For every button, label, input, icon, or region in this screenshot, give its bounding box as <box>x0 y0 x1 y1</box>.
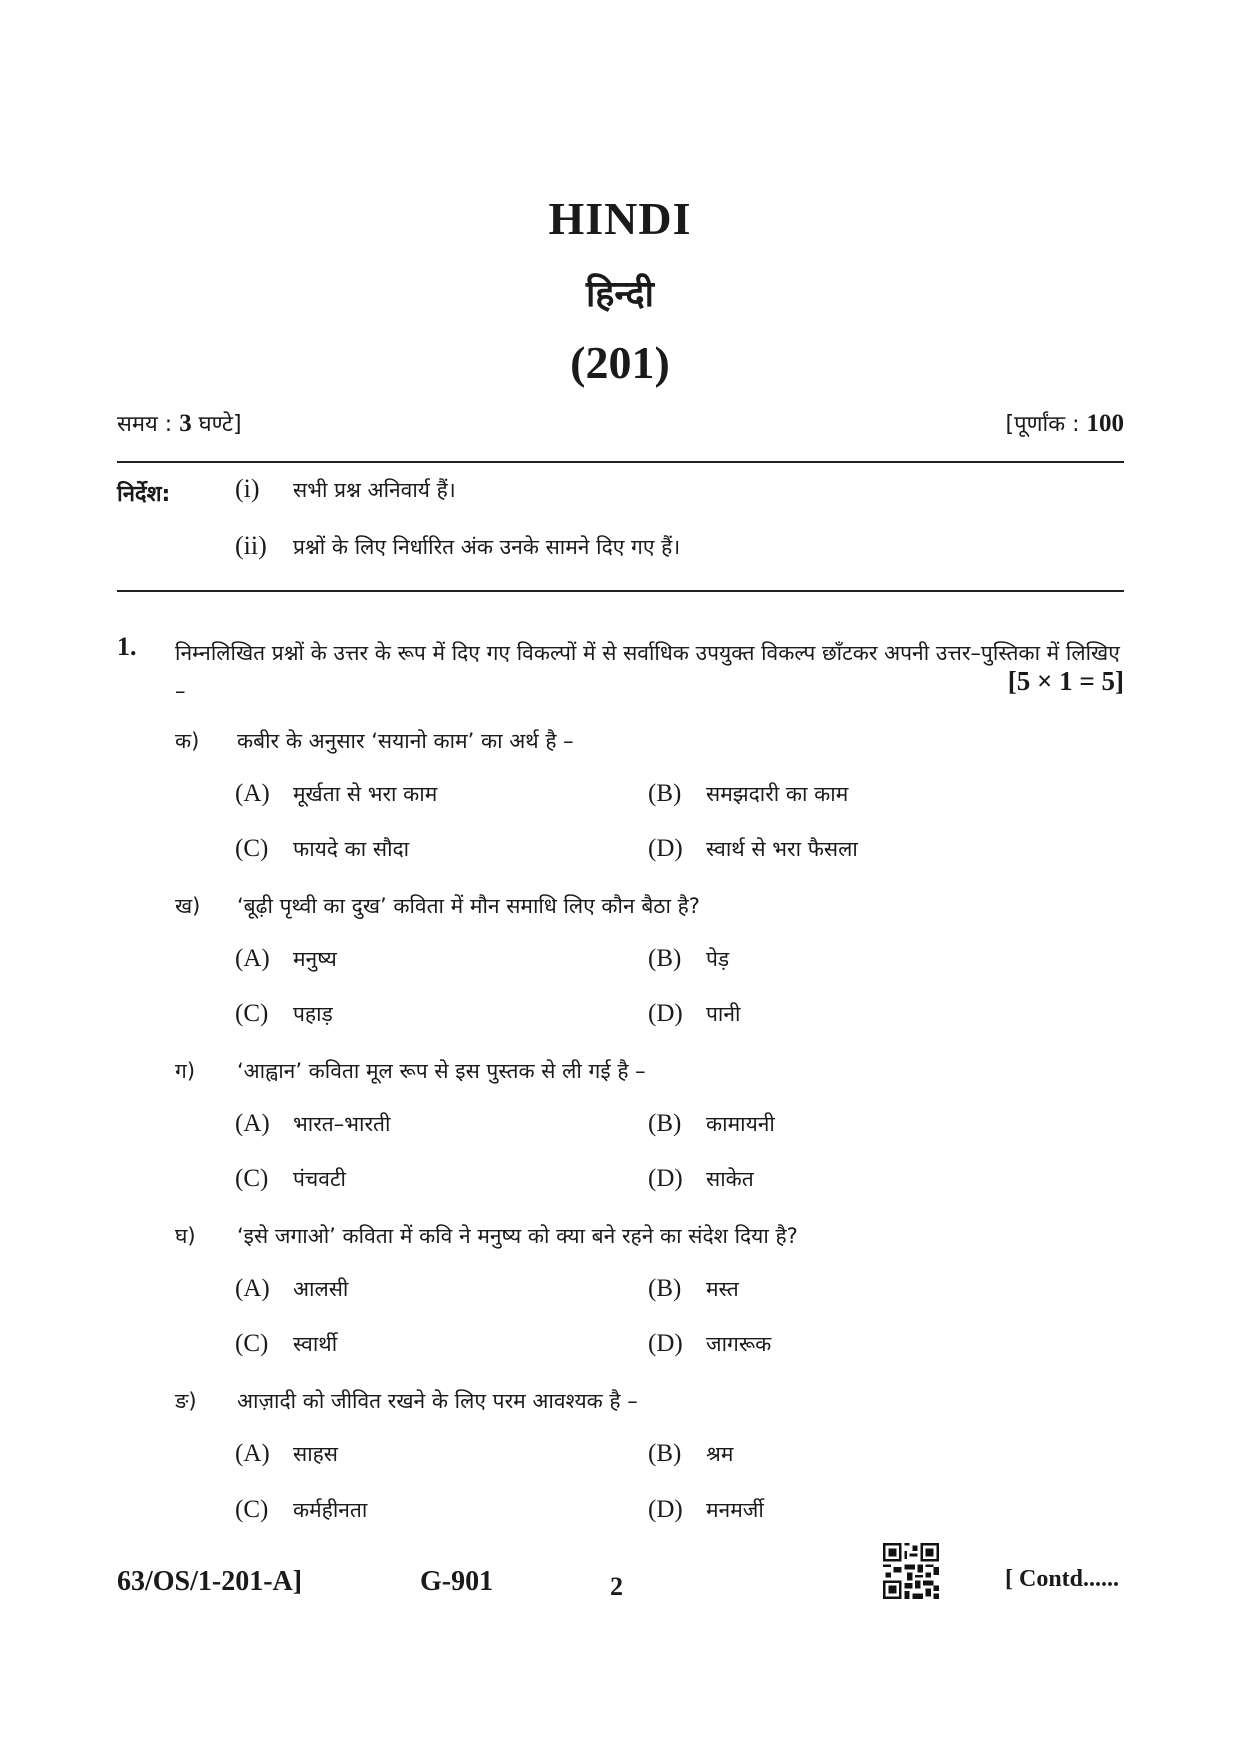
sub-question-label: घ) <box>175 1224 196 1248</box>
option-text: मूर्खता से भरा काम <box>293 782 438 806</box>
page-number: 2 <box>610 1572 623 1601</box>
marks-label: [पूर्णांक : <box>1005 412 1087 437</box>
option <box>235 1440 338 1468</box>
instruction-number: (ii) <box>235 531 267 560</box>
option-key: (A) <box>235 945 270 972</box>
option <box>648 1000 740 1028</box>
option <box>648 1275 739 1303</box>
instruction-item <box>235 531 680 561</box>
option-key: (B) <box>648 945 682 972</box>
sub-question-label: ग) <box>175 1059 196 1083</box>
title-hindi: हिन्दी <box>585 274 654 315</box>
option <box>235 1330 337 1358</box>
option-text: मनमर्जी <box>706 1498 764 1522</box>
option-key: (B) <box>648 1110 682 1137</box>
option <box>235 1496 367 1524</box>
divider-top <box>117 461 1124 463</box>
option-text: साहस <box>293 1442 338 1466</box>
option <box>648 1330 771 1358</box>
option-key: (B) <box>648 1440 682 1467</box>
option <box>235 835 409 863</box>
option-key: (A) <box>235 1440 270 1467</box>
option <box>235 1275 348 1303</box>
sub-question-label: क) <box>175 729 200 753</box>
option-text: स्वार्थ से भरा फैसला <box>706 837 858 861</box>
sub-question <box>175 727 574 755</box>
qr-code-icon <box>883 1543 939 1599</box>
option-key: (A) <box>235 1110 270 1137</box>
question-number: 1. <box>117 632 137 661</box>
question-text: निम्नलिखित प्रश्नों के उत्तर के रूप में दिए गए विकल्पों में से सर्वाधिक उपयुक्त विकल्प छाँटकर अपनी उत्तर–पुस्तिका में लिखिए – <box>175 641 1120 703</box>
sub-question-text: ‘इसे जगाओ’ कविता में कवि ने मनुष्य को क्या बने रहने का संदेश दिया है? <box>237 1224 798 1248</box>
option-text: जागरूक <box>706 1332 772 1356</box>
option-text: समझदारी का काम <box>706 782 849 806</box>
sub-question <box>175 892 700 920</box>
instruction-item <box>235 474 456 504</box>
option-key: (C) <box>235 1330 269 1357</box>
option <box>648 1165 754 1193</box>
option-text: साकेत <box>706 1167 754 1191</box>
option <box>648 945 729 973</box>
maximum-marks <box>1006 408 1124 438</box>
sub-question-text: आज़ादी को जीवित रखने के लिए परम आवश्यक है – <box>237 1389 638 1413</box>
sub-question-label: ङ) <box>175 1389 197 1413</box>
option <box>648 1440 733 1468</box>
option-text: मनुष्य <box>293 947 337 971</box>
time-allowed <box>117 408 242 438</box>
divider-bottom <box>117 590 1124 592</box>
sub-question-label: ख) <box>175 894 201 918</box>
option-key: (C) <box>235 1165 269 1192</box>
option <box>648 1110 775 1138</box>
continued-note: [ Contd...... <box>1005 1566 1120 1592</box>
marks-value: 100 <box>1086 410 1124 437</box>
option <box>235 1110 390 1138</box>
option <box>648 780 848 808</box>
option-text: पंचवटी <box>293 1167 346 1191</box>
option-key: (D) <box>648 835 683 862</box>
option-key: (B) <box>648 780 682 807</box>
instruction-number: (i) <box>235 474 260 503</box>
option-key: (C) <box>235 835 269 862</box>
time-unit: घण्टे] <box>191 412 242 437</box>
option <box>235 1165 346 1193</box>
sub-question <box>175 1222 798 1250</box>
option <box>235 780 437 808</box>
title-english: HINDI <box>548 193 692 244</box>
option <box>648 1496 764 1524</box>
option-text: मस्त <box>706 1277 739 1301</box>
option-text: भारत–भारती <box>293 1112 391 1136</box>
option-key: (A) <box>235 780 270 807</box>
option <box>648 835 858 863</box>
option <box>235 945 337 973</box>
option-text: कामायनी <box>706 1112 775 1136</box>
option-text: फायदे का सौदा <box>293 837 410 861</box>
option-key: (B) <box>648 1275 682 1302</box>
option-text: पानी <box>706 1002 741 1026</box>
option-key: (D) <box>648 1000 683 1027</box>
option <box>235 1000 333 1028</box>
option-key: (D) <box>648 1330 683 1357</box>
option-text: स्वार्थी <box>293 1332 338 1356</box>
option-key: (D) <box>648 1496 683 1523</box>
question-marks: [5 × 1 = 5] <box>1007 666 1124 696</box>
subject-code: (201) <box>570 337 670 388</box>
instruction-text: प्रश्नों के लिए निर्धारित अंक उनके सामने दिए गए हैं। <box>293 535 681 559</box>
time-value: 3 <box>179 410 192 437</box>
instructions-heading: निर्देश: <box>117 482 171 507</box>
sub-question-text: ‘आह्वान’ कविता मूल रूप से इस पुस्तक से ली गई है – <box>237 1059 646 1083</box>
option-text: पेड़ <box>706 947 730 971</box>
option-key: (A) <box>235 1275 270 1302</box>
sub-question-text: ‘बूढ़ी पृथ्वी का दुख’ कविता में मौन समाधि लिए कौन बैठा है? <box>237 894 700 918</box>
sub-question-text: कबीर के अनुसार ‘सयानो काम’ का अर्थ है – <box>237 729 574 753</box>
sub-question <box>175 1387 638 1415</box>
option-text: पहाड़ <box>293 1002 333 1026</box>
option-text: आलसी <box>293 1277 349 1301</box>
sub-question <box>175 1057 646 1085</box>
paper-code: 63/OS/1-201-A] <box>117 1566 303 1597</box>
series-code: G-901 <box>420 1566 494 1597</box>
time-label: समय : <box>117 412 180 437</box>
option-key: (C) <box>235 1000 269 1027</box>
option-text: कर्महीनता <box>293 1498 368 1522</box>
option-key: (D) <box>648 1165 683 1192</box>
instruction-text: सभी प्रश्न अनिवार्य हैं। <box>293 478 456 502</box>
option-text: श्रम <box>706 1442 734 1466</box>
option-key: (C) <box>235 1496 269 1523</box>
